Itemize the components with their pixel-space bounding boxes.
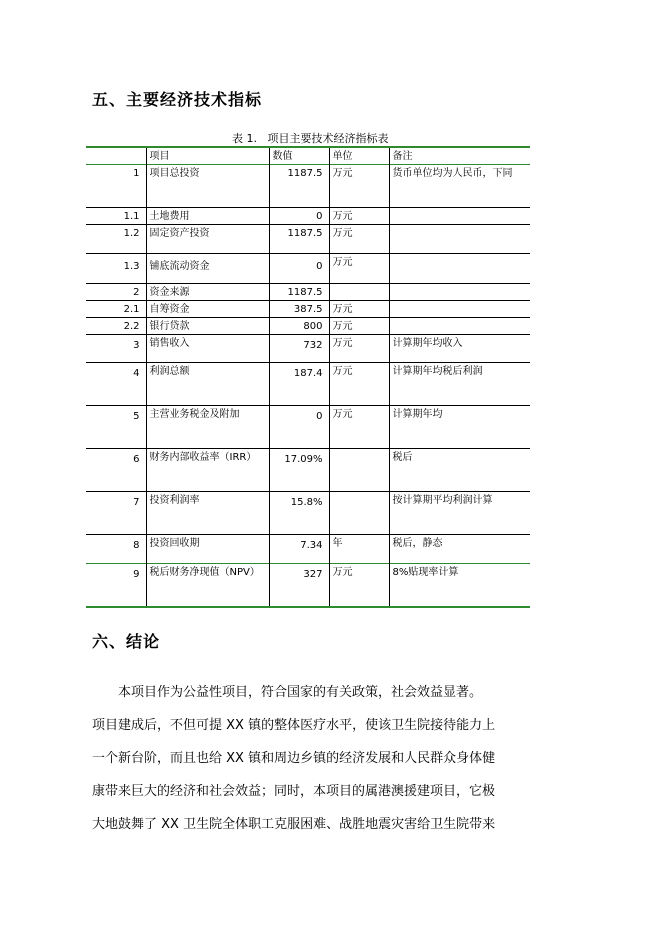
table-row xyxy=(86,406,530,449)
row-item: 资金来源 xyxy=(146,284,269,301)
row-item: 财务内部收益率（IRR） xyxy=(146,449,269,492)
row-note: 按计算期平均利润计算 xyxy=(389,492,530,535)
row-unit: 万元 xyxy=(329,318,389,335)
row-note: 计算期年均收入 xyxy=(389,335,530,363)
row-unit: 万元 xyxy=(329,301,389,318)
row-value: 800 xyxy=(269,318,329,335)
row-item: 投资回收期 xyxy=(146,535,269,564)
row-value: 0 xyxy=(269,406,329,449)
row-value: 7.34 xyxy=(269,535,329,564)
row-unit xyxy=(329,284,389,301)
row-note: 8%贴现率计算 xyxy=(389,564,530,607)
row-note xyxy=(389,301,530,318)
row-no: 1 xyxy=(86,165,146,208)
header-note: 备注 xyxy=(389,147,530,165)
row-item: 自筹资金 xyxy=(146,301,269,318)
table-row xyxy=(86,165,530,208)
row-item: 土地费用 xyxy=(146,208,269,225)
row-unit: 万元 xyxy=(329,335,389,363)
row-no: 4 xyxy=(86,363,146,406)
paragraph-line: 项目建成后，不但可提 XX 镇的整体医疗水平，使该卫生院接待能力上 xyxy=(92,718,496,733)
header-no xyxy=(86,147,146,165)
table-row xyxy=(86,318,530,335)
row-note: 税后 xyxy=(389,449,530,492)
row-value: 1187.5 xyxy=(269,284,329,301)
row-item: 销售收入 xyxy=(146,335,269,363)
row-no: 2 xyxy=(86,284,146,301)
row-unit xyxy=(329,492,389,535)
row-no: 6 xyxy=(86,449,146,492)
row-value: 327 xyxy=(269,564,329,607)
row-unit: 万元 xyxy=(329,406,389,449)
row-no: 5 xyxy=(86,406,146,449)
row-value: 1187.5 xyxy=(269,165,329,208)
row-item: 固定资产投资 xyxy=(146,225,269,254)
row-note: 税后，静态 xyxy=(389,535,530,564)
row-value: 0 xyxy=(269,254,329,284)
row-note: 计算期年均税后利润 xyxy=(389,363,530,406)
row-value: 732 xyxy=(269,335,329,363)
table-row xyxy=(86,492,530,535)
row-item: 税后财务净现值（NPV） xyxy=(146,564,269,607)
row-note xyxy=(389,208,530,225)
row-item: 主营业务税金及附加 xyxy=(146,406,269,449)
row-note xyxy=(389,254,530,284)
conclusion-paragraph xyxy=(92,676,572,841)
row-no: 3 xyxy=(86,335,146,363)
table-row xyxy=(86,225,530,254)
row-no: 7 xyxy=(86,492,146,535)
table-row xyxy=(86,564,530,607)
row-unit: 万元 xyxy=(329,254,389,284)
paragraph-line: 本项目作为公益性项目，符合国家的有关政策，社会效益显著。 xyxy=(92,685,483,700)
row-unit: 年 xyxy=(329,535,389,564)
table-row xyxy=(86,254,530,284)
row-unit: 万元 xyxy=(329,225,389,254)
section-6-heading: 六、结论 xyxy=(92,632,161,651)
row-unit: 万元 xyxy=(329,363,389,406)
row-unit: 万元 xyxy=(329,564,389,607)
paragraph-line: 一个新台阶，而且也给 XX 镇和周边乡镇的经济发展和人民群众身体健 xyxy=(92,751,496,766)
paragraph-line: 康带来巨大的经济和社会效益；同时，本项目的属港澳援建项目，它极 xyxy=(92,784,496,799)
row-no: 1.3 xyxy=(86,254,146,284)
row-no: 1.2 xyxy=(86,225,146,254)
row-note xyxy=(389,225,530,254)
row-item: 铺底流动资金 xyxy=(146,254,269,284)
paragraph-line: 大地鼓舞了 XX 卫生院全体职工克服困难、战胜地震灾害给卫生院带来 xyxy=(92,817,496,832)
row-value: 17.09% xyxy=(269,449,329,492)
row-unit: 万元 xyxy=(329,165,389,208)
row-note xyxy=(389,284,530,301)
row-no: 8 xyxy=(86,535,146,564)
table-row xyxy=(86,301,530,318)
row-item: 投资利润率 xyxy=(146,492,269,535)
row-value: 15.8% xyxy=(269,492,329,535)
row-no: 2.2 xyxy=(86,318,146,335)
row-value: 187.4 xyxy=(269,363,329,406)
table-row xyxy=(86,284,530,301)
row-value: 0 xyxy=(269,208,329,225)
table-caption: 表 1. 项目主要技术经济指标表 xyxy=(232,132,389,145)
row-value: 387.5 xyxy=(269,301,329,318)
table-row xyxy=(86,208,530,225)
row-value: 1187.5 xyxy=(269,225,329,254)
row-item: 利润总额 xyxy=(146,363,269,406)
header-unit: 单位 xyxy=(329,147,389,165)
table-header-row xyxy=(86,147,530,165)
row-note xyxy=(389,318,530,335)
header-item: 项目 xyxy=(146,147,269,165)
row-item: 银行贷款 xyxy=(146,318,269,335)
row-note: 货币单位均为人民币，下同 xyxy=(389,165,530,208)
row-no: 9 xyxy=(86,564,146,607)
row-item: 项目总投资 xyxy=(146,165,269,208)
section-5-heading: 五、主要经济技术指标 xyxy=(92,90,263,109)
row-unit: 万元 xyxy=(329,208,389,225)
header-value: 数值 xyxy=(269,147,329,165)
table-row xyxy=(86,535,530,564)
row-note: 计算期年均 xyxy=(389,406,530,449)
row-unit xyxy=(329,449,389,492)
table-row xyxy=(86,363,530,406)
indicator-table xyxy=(86,146,530,608)
table-row xyxy=(86,335,530,363)
row-no: 1.1 xyxy=(86,208,146,225)
table-row xyxy=(86,449,530,492)
row-no: 2.1 xyxy=(86,301,146,318)
